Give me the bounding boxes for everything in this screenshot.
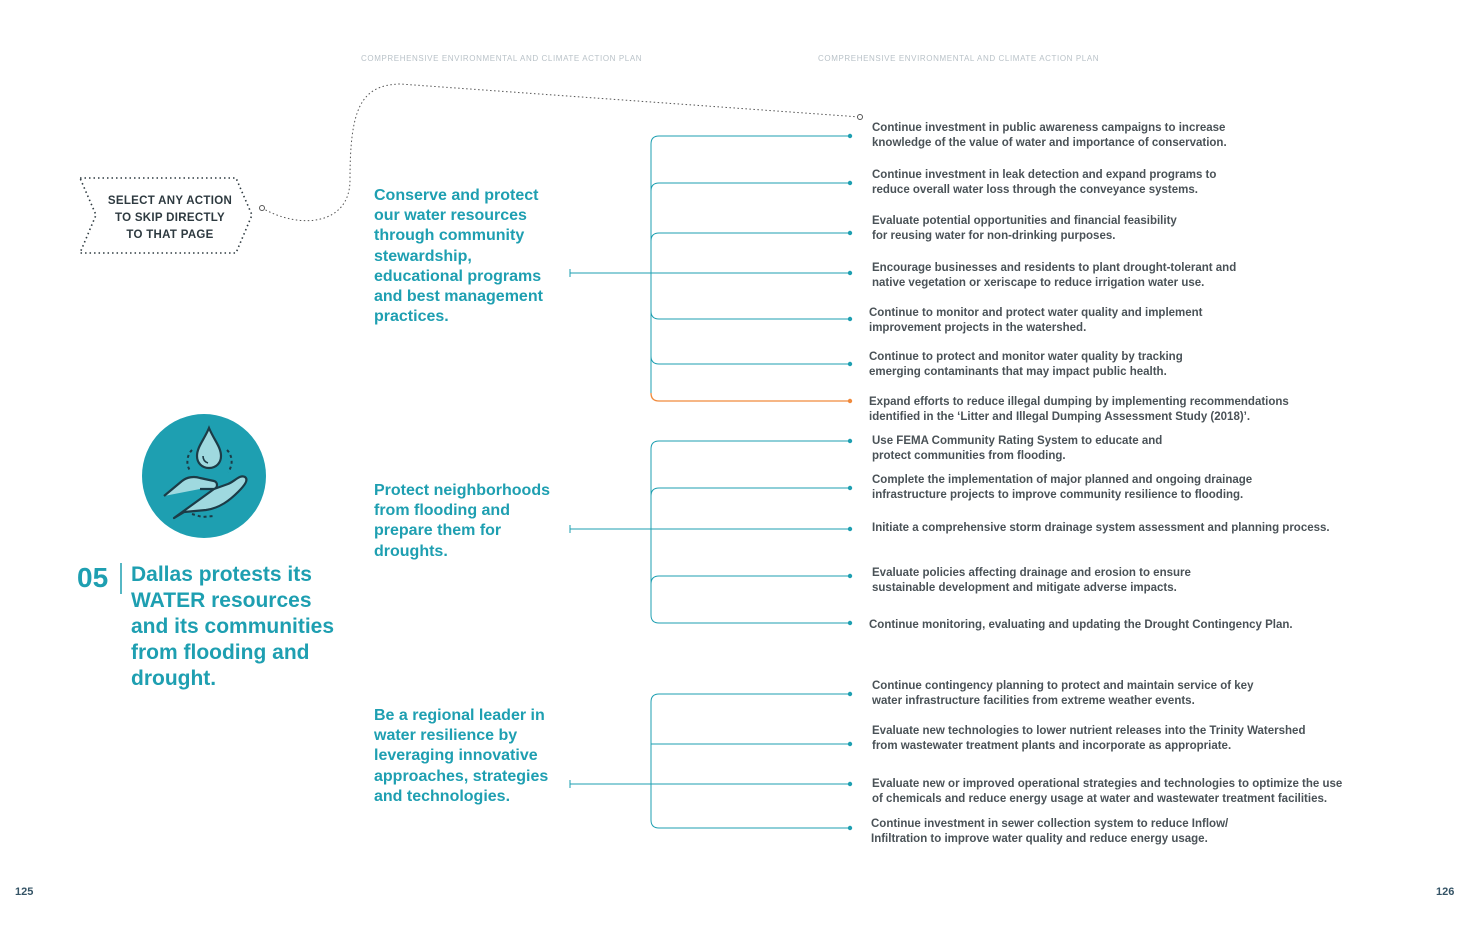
water-drop-hand-icon (142, 414, 266, 538)
action-1-7[interactable]: Expand efforts to reduce illegal dumping by implementing recommendations identified in the ‘Litter and Illegal Dumping Assessment Study (2018)’. (869, 396, 1289, 423)
goal-3-tree (570, 692, 852, 830)
action-1-5[interactable]: Continue to monitor and protect water quality and implement improvement projects in the watershed. (869, 307, 1203, 334)
action-1-1[interactable]: Continue investment in public awareness campaigns to increase knowledge of the value of water and importance of conservation. (872, 122, 1227, 149)
skip-hint-line-3: TO THAT PAGE (126, 229, 214, 241)
action-1-2[interactable]: Continue investment in leak detection and expand programs to reduce overall water loss through the conveyance systems. (872, 169, 1217, 196)
objective-title: Dallas protests its WATER resources and its communities from flooding and drought. (131, 563, 335, 690)
action-1-6[interactable]: Continue to protect and monitor water quality by tracking emerging contaminants that may impact public health. (869, 351, 1183, 378)
action-2-1[interactable]: Use FEMA Community Rating System to educate and protect communities from flooding. (872, 435, 1163, 462)
action-1-3[interactable]: Evaluate potential opportunities and financial feasibility for reusing water for non-drinking purposes. (872, 215, 1177, 242)
goal-1-tree (570, 134, 852, 403)
hint-pointer-end (858, 115, 863, 120)
action-2-5[interactable]: Continue monitoring, evaluating and updating the Drought Contingency Plan. (869, 619, 1293, 631)
action-2-3[interactable]: Initiate a comprehensive storm drainage system assessment and planning process. (872, 522, 1330, 534)
page-number-right: 126 (1436, 886, 1455, 898)
action-2-4[interactable]: Evaluate policies affecting drainage and erosion to ensure sustainable development and mitigate adverse impacts. (872, 567, 1191, 594)
objective-number: 05 (77, 562, 109, 593)
skip-hint-line-2: TO SKIP DIRECTLY (114, 212, 226, 224)
action-3-4[interactable]: Continue investment in sewer collection system to reduce Inflow/ Infiltration to improve water quality and reduce energy usage. (871, 818, 1229, 845)
goal-2-tree (570, 439, 852, 625)
hint-pointer-line (262, 84, 860, 221)
running-header-right: COMPREHENSIVE ENVIRONMENTAL AND CLIMATE ACTION PLAN (818, 54, 1100, 63)
action-1-4[interactable]: Encourage businesses and residents to plant drought-tolerant and native vegetation or xeriscape to reduce irrigation water use. (872, 262, 1237, 289)
skip-hint (84, 193, 256, 244)
action-2-2[interactable]: Complete the implementation of major planned and ongoing drainage infrastructure projects to improve community resilience to flooding. (872, 474, 1253, 501)
goal-2-title: Protect neighborhoods from flooding and prepare them for droughts. (374, 482, 550, 560)
running-header-left: COMPREHENSIVE ENVIRONMENTAL AND CLIMATE ACTION PLAN (361, 54, 643, 63)
page-number-left: 125 (15, 886, 34, 898)
hint-pointer-start (260, 206, 265, 211)
action-3-3[interactable]: Evaluate new or improved operational strategies and technologies to optimize the use of chemicals and reduce energy usage at water and wastewater treatment facilities. (872, 778, 1343, 805)
goal-1-title: Conserve and protect our water resources through community stewardship, educational programs and best management practices. (374, 187, 543, 326)
action-3-1[interactable]: Continue contingency planning to protect and maintain service of key water infrastructure facilities from extreme weather events. (872, 680, 1254, 707)
action-3-2[interactable]: Evaluate new technologies to lower nutrient releases into the Trinity Watershed from wastewater treatment plants and incorporate as appropriate. (872, 725, 1306, 752)
goal-3-title: Be a regional leader in water resilience by leveraging innovative approaches, strategies and technologies. (374, 707, 549, 805)
skip-hint-line-1: SELECT ANY ACTION (107, 195, 233, 207)
